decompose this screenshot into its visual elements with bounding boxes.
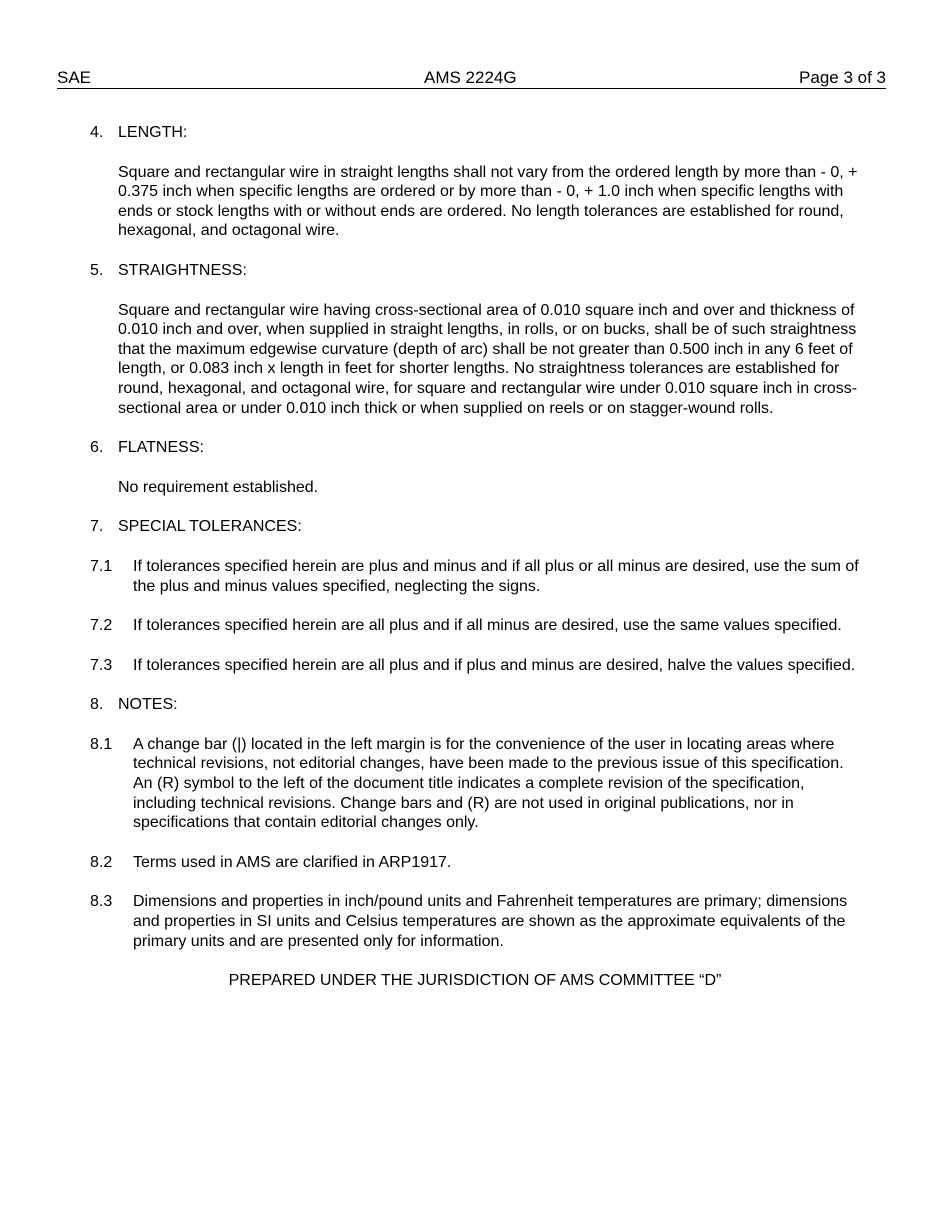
subsection	[90, 557, 860, 596]
header-page-number: Page 3 of 3	[799, 68, 886, 87]
section-number: 4.	[90, 124, 104, 141]
section-heading	[90, 695, 860, 715]
section-heading	[90, 438, 860, 458]
section-title: SPECIAL TOLERANCES:	[118, 518, 302, 536]
section-title: LENGTH:	[118, 124, 188, 141]
document-body	[90, 123, 860, 991]
subsection-text: If tolerances specified herein are all plus and if plus and minus are desired, halve the values specified.	[133, 656, 856, 674]
committee-footer: PREPARED UNDER THE JURISDICTION OF AMS COMMITTEE “D”	[228, 972, 722, 990]
section-number: 5.	[90, 261, 104, 279]
subsection-number: 8.1	[90, 735, 113, 753]
subsection	[90, 735, 860, 833]
straightness-paragraph: Square and rectangular wire having cross-sectional area of 0.010 square inch and over and thickness of 0.010 inch and over, when supplied in straight lengths, in rolls, or on bucks, shall be of such straightness that the maximum edgewise curvature (depth of arc) shall be not greater than 0.500 inch in any 6 feet of length, or 0.083 inch x length in feet for shorter lengths. No straightness tolerances are established for round, hexagonal, and octagonal wire, for square and rectangular wire under 0.010 square inch in cross-sectional area or under 0.010 inch thick or when supplied on reels or on stagger-wound rolls.	[118, 301, 858, 417]
section-title: NOTES:	[118, 696, 178, 714]
subsection-number: 7.2	[90, 617, 113, 635]
section-heading	[90, 517, 860, 537]
section-title: STRAIGHTNESS:	[118, 261, 247, 279]
subsection-number: 7.1	[90, 557, 113, 575]
subsection	[90, 656, 860, 676]
subsection-number: 8.2	[90, 853, 113, 871]
flatness-paragraph: No requirement established.	[118, 478, 319, 496]
header-org: SAE	[57, 68, 92, 87]
subsection	[90, 616, 860, 636]
subsection-text: If tolerances specified herein are plus and minus and if all plus or all minus are desired, use the sum of the plus and minus values specified, neglecting the signs.	[133, 557, 859, 595]
section-heading	[90, 123, 860, 143]
subsection-text: Terms used in AMS are clarified in ARP1917.	[133, 853, 452, 871]
subsection	[90, 892, 860, 951]
subsection-number: 8.3	[90, 893, 113, 911]
section-number: 8.	[90, 696, 104, 714]
subsection-number: 7.3	[90, 656, 113, 674]
section-heading	[90, 261, 860, 281]
section-number: 6.	[90, 439, 104, 457]
subsection-text: Dimensions and properties in inch/pound units and Fahrenheit temperatures are primary; dimensions and properties in SI units and Celsius temperatures are shown as the approximate equivalents of the primary units and are presented only for information.	[133, 893, 848, 950]
subsection-text: A change bar (|) located in the left margin is for the convenience of the user in locating areas where technical revisions, not editorial changes, have been made to the previous issue of this specification. An (R) symbol to the left of the document title indicates a complete revision of the specification, including technical revisions. Change bars and (R) are not used in original publications, nor in specifications that contain editorial changes only.	[133, 735, 844, 832]
length-paragraph: Square and rectangular wire in straight lengths shall not vary from the ordered length by more than - 0, + 0.375 inch when specific lengths are ordered or by more than - 0, + 1.0 inch when specific lengths with ends or stock lengths with or without ends are ordered. No length tolerances are established for round, hexagonal, and octagonal wire.	[118, 163, 858, 240]
section-title: FLATNESS:	[118, 439, 204, 457]
page-header	[57, 68, 886, 89]
subsection	[90, 853, 860, 873]
section-number: 7.	[90, 518, 104, 536]
subsection-text: If tolerances specified herein are all plus and if all minus are desired, use the same values specified.	[133, 617, 842, 635]
header-doc-number: AMS 2224G	[424, 68, 517, 87]
